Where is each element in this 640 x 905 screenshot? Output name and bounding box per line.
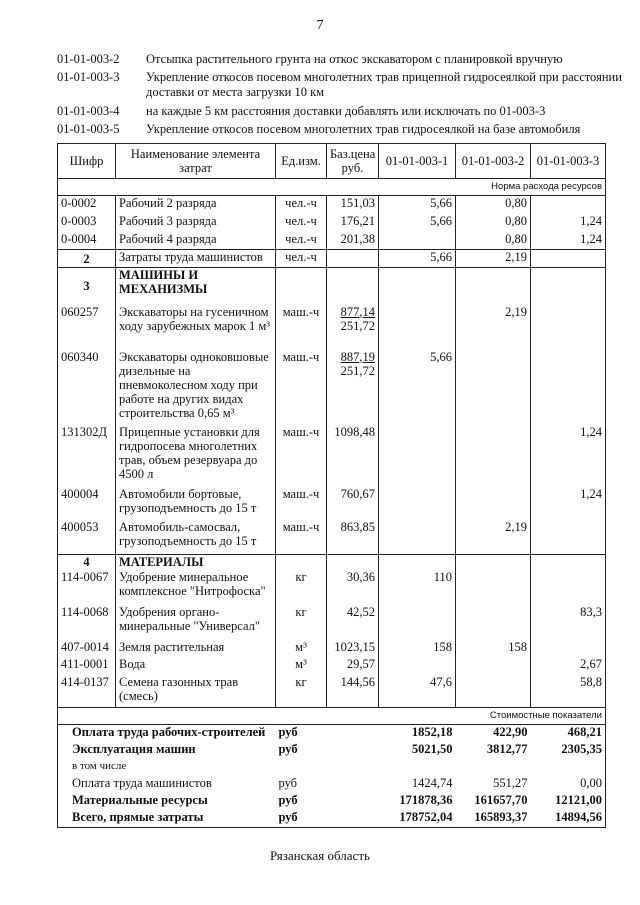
cell-price xyxy=(327,196,379,214)
summary-c1 xyxy=(379,759,456,776)
header-unit: Ед.изм. xyxy=(276,144,327,179)
table-row xyxy=(58,350,606,425)
summary-c3 xyxy=(531,759,606,776)
cell-c2 xyxy=(456,425,531,487)
table-row xyxy=(58,214,606,232)
summary-c3: 468,21 xyxy=(531,725,606,743)
cell-price xyxy=(327,657,379,675)
summary-label: Всего, прямые затраты xyxy=(58,810,276,828)
intro-code: 01-01-003-2 xyxy=(57,52,120,66)
cell-unit: м³ xyxy=(276,640,327,657)
summary-c2: 161657,70 xyxy=(474,793,528,807)
cell-name: Семена газонных трав (смесь) xyxy=(116,675,276,708)
summary-c1: 1852,18 xyxy=(411,725,453,739)
cell-c1 xyxy=(379,555,456,570)
table-row xyxy=(58,250,606,268)
summary-c2: 551,27 xyxy=(493,776,528,790)
summary-row xyxy=(58,742,606,759)
cell-code: 060340 xyxy=(58,350,116,425)
summary-unit: руб xyxy=(278,742,298,756)
footer-region: Рязанская область xyxy=(270,848,370,863)
cell-code: 4 xyxy=(58,555,116,570)
cell-unit: чел.-ч xyxy=(276,214,327,232)
summary-unit: руб xyxy=(278,793,298,807)
cell-c3 xyxy=(531,350,606,425)
summary-label: Материальные ресурсы xyxy=(58,793,276,810)
summary-unit xyxy=(276,759,327,776)
cell-name: МАШИНЫ И МЕХАНИЗМЫ xyxy=(116,268,276,305)
cell-name: Удобрение минеральное комплексное "Нитрофоска" xyxy=(116,570,276,605)
cell-c3: 83,3 xyxy=(531,605,606,640)
price-value: 151,03 xyxy=(340,196,375,210)
cell-unit: маш.-ч xyxy=(276,520,327,555)
cell-price xyxy=(327,268,379,305)
price-value: 30,36 xyxy=(346,569,375,584)
cell-unit: чел.-ч xyxy=(276,250,327,268)
cell-price xyxy=(327,640,379,657)
summary-c2: 3812,77 xyxy=(486,742,528,756)
cell-price xyxy=(327,487,379,520)
cell-c3 xyxy=(531,640,606,657)
cell-c2: 0,80 xyxy=(456,196,531,214)
summary-label: Оплата труда машинистов xyxy=(58,776,276,793)
cell-c3 xyxy=(531,305,606,350)
summary-c1: 178752,04 xyxy=(379,810,456,828)
cell-c3 xyxy=(531,520,606,555)
summary-row xyxy=(58,725,606,743)
cell-c3 xyxy=(531,250,606,268)
cell-name: Рабочий 4 разряда xyxy=(116,232,276,250)
cell-c1 xyxy=(379,487,456,520)
cell-c3: 1,24 xyxy=(531,487,606,520)
header-name: Наименование элемента затрат xyxy=(116,144,276,179)
cell-c3: 1,24 xyxy=(531,214,606,232)
intro-code: 01-01-003-5 xyxy=(57,122,120,136)
cell-code: 407-0014 xyxy=(58,640,116,657)
cell-code: 400053 xyxy=(58,520,116,555)
cell-c1 xyxy=(379,305,456,350)
cell-price xyxy=(327,250,379,268)
price-value: 144,56 xyxy=(340,674,375,689)
cell-name: Рабочий 2 разряда xyxy=(116,196,276,214)
cell-price xyxy=(327,350,379,425)
cell-c2 xyxy=(456,675,531,708)
table-row xyxy=(58,425,606,487)
cell-unit: чел.-ч xyxy=(276,232,327,250)
cell-c1 xyxy=(379,657,456,675)
cell-price xyxy=(327,520,379,555)
summary-unit: руб xyxy=(278,725,298,739)
cell-code: 114-0067 xyxy=(58,570,116,605)
price-value: 201,38 xyxy=(340,231,375,246)
cell-price xyxy=(327,605,379,640)
cell-code: 3 xyxy=(58,268,116,305)
header-code: Шифр xyxy=(58,144,116,179)
cell-c1 xyxy=(379,232,456,250)
cell-c1: 110 xyxy=(379,570,456,605)
cell-unit: маш.-ч xyxy=(276,350,327,425)
cell-c1: 158 xyxy=(379,640,456,657)
cell-c2: 2,19 xyxy=(456,520,531,555)
cell-c3 xyxy=(531,196,606,214)
cell-c1: 5,66 xyxy=(379,350,456,425)
table-row xyxy=(58,640,606,657)
cell-code: 414-0137 xyxy=(58,675,116,708)
cell-c2: 158 xyxy=(456,640,531,657)
table-row xyxy=(58,232,606,250)
header-price: Баз.цена руб. xyxy=(327,144,379,179)
table-row xyxy=(58,487,606,520)
summary-c3: 2305,35 xyxy=(531,742,606,759)
cell-c1: 47,6 xyxy=(379,675,456,708)
cell-c1 xyxy=(379,605,456,640)
summary-c2 xyxy=(456,759,531,776)
cell-unit xyxy=(276,555,327,570)
price-value: 877,14 xyxy=(340,304,375,319)
summary-c3: 14894,56 xyxy=(531,810,606,828)
cell-c3: 1,24 xyxy=(531,425,606,487)
summary-empty xyxy=(327,793,379,810)
summary-c2: 422,90 xyxy=(493,725,528,739)
price-value-alt: 251,72 xyxy=(340,318,375,333)
band-costs: Стоимостные показатели xyxy=(58,708,606,725)
summary-empty xyxy=(327,776,379,793)
price-value: 42,52 xyxy=(346,604,375,619)
cell-c3: 1,24 xyxy=(531,232,606,250)
price-value: 1023,15 xyxy=(334,639,375,654)
table-row xyxy=(58,675,606,708)
cell-name: Экскаваторы одноковшовые дизельные на пневмоколесном ходу при работе на других видах строительства 0,65 м³ xyxy=(116,350,276,425)
price-value: 176,21 xyxy=(340,213,375,228)
cell-name: Удобрения органо-минеральные "Универсал" xyxy=(116,605,276,640)
header-col1: 01-01-003-1 xyxy=(379,144,456,179)
cell-price xyxy=(327,425,379,487)
cell-unit: маш.-ч xyxy=(276,487,327,520)
summary-row xyxy=(58,776,606,793)
cell-c2 xyxy=(456,657,531,675)
cell-c2 xyxy=(456,555,531,570)
price-value: 863,85 xyxy=(340,519,375,534)
summary-label: в том числе xyxy=(58,759,276,776)
cell-name: МАТЕРИАЛЫ xyxy=(116,555,276,570)
table-row xyxy=(58,657,606,675)
cell-c3 xyxy=(531,555,606,570)
cell-c2 xyxy=(456,487,531,520)
summary-empty xyxy=(327,742,379,759)
cell-code: 2 xyxy=(58,250,116,268)
intro-item xyxy=(57,70,622,102)
cell-c2: 0,80 xyxy=(456,232,531,250)
cell-unit: чел.-ч xyxy=(276,196,327,214)
summary-empty xyxy=(327,759,379,776)
table-row xyxy=(58,268,606,305)
intro-code: 01-01-003-4 xyxy=(57,104,120,118)
band-norms: Норма расхода ресурсов xyxy=(58,179,606,196)
summary-label: Оплата труда рабочих-строителей xyxy=(58,725,276,743)
table-header xyxy=(58,144,606,179)
table-row xyxy=(58,555,606,570)
cell-c2: 2,19 xyxy=(456,305,531,350)
intro-item xyxy=(57,122,617,138)
cell-code: 0-0002 xyxy=(58,196,116,214)
cell-unit: кг xyxy=(276,675,327,708)
summary-unit: руб xyxy=(276,810,327,828)
summary-unit: руб xyxy=(278,776,298,790)
table-row xyxy=(58,520,606,555)
cell-price xyxy=(327,232,379,250)
intro-item xyxy=(57,104,617,120)
cell-price xyxy=(327,214,379,232)
cell-name: Автомобили бортовые, грузоподъемность до 15 т xyxy=(116,487,276,520)
intro-code: 01-01-003-3 xyxy=(57,70,120,84)
cell-name: Вода xyxy=(116,657,276,675)
cell-c3 xyxy=(531,268,606,305)
summary-row xyxy=(58,810,606,828)
summary-row xyxy=(58,793,606,810)
cell-c1 xyxy=(379,268,456,305)
cell-c2 xyxy=(456,268,531,305)
cell-name: Автомобиль-самосвал, грузоподъемность до 15 т xyxy=(116,520,276,555)
cell-c3: 2,67 xyxy=(531,657,606,675)
summary-empty xyxy=(327,810,379,828)
summary-c1: 1424,74 xyxy=(411,776,453,790)
price-value: 29,57 xyxy=(346,656,375,671)
cell-c1: 5,66 xyxy=(379,196,456,214)
price-value: 1098,48 xyxy=(334,424,375,439)
cell-c3 xyxy=(531,570,606,605)
resource-table xyxy=(57,143,606,828)
cell-name: Экскаваторы на гусеничном ходу зарубежных марок 1 м³ xyxy=(116,305,276,350)
intro-text: на каждые 5 км расстояния доставки добавлять или исключать по 01-003-3 xyxy=(146,104,546,118)
cell-name: Затраты труда машинистов xyxy=(116,250,276,268)
cell-code: 114-0068 xyxy=(58,605,116,640)
cell-code: 400004 xyxy=(58,487,116,520)
summary-c1: 5021,50 xyxy=(411,742,453,756)
cell-code: 060257 xyxy=(58,305,116,350)
summary-label: Эксплуатация машин xyxy=(58,742,276,759)
cell-c2: 2,19 xyxy=(456,250,531,268)
cell-c1: 5,66 xyxy=(379,250,456,268)
intro-text: Отсыпка растительного грунта на откос экскаватором с планировкой вручную xyxy=(146,52,563,66)
price-value: 887,19 xyxy=(340,349,375,364)
summary-c2: 165893,37 xyxy=(456,810,531,828)
header-col3: 01-01-003-3 xyxy=(531,144,606,179)
cell-c1 xyxy=(379,425,456,487)
price-value: 760,67 xyxy=(340,486,375,501)
table-row xyxy=(58,570,606,605)
summary-c3: 12121,00 xyxy=(531,793,606,810)
cell-unit: маш.-ч xyxy=(276,425,327,487)
summary-c3: 0,00 xyxy=(531,776,606,793)
table-row xyxy=(58,196,606,214)
cell-c2 xyxy=(456,570,531,605)
cell-c1 xyxy=(379,520,456,555)
cell-price xyxy=(327,555,379,570)
cell-price xyxy=(327,570,379,605)
header-col2: 01-01-003-2 xyxy=(456,144,531,179)
cell-code: 131302Д xyxy=(58,425,116,487)
cell-price xyxy=(327,675,379,708)
cell-c1: 5,66 xyxy=(379,214,456,232)
cell-unit xyxy=(276,268,327,305)
cell-unit: кг xyxy=(276,570,327,605)
price-value-alt: 251,72 xyxy=(340,363,375,378)
page-number: 7 xyxy=(316,18,324,33)
intro-text: Укрепление откосов посевом многолетних трав гидросеялкой на базе автомобиля xyxy=(146,122,581,136)
cell-c3: 58,8 xyxy=(531,675,606,708)
cell-price xyxy=(327,305,379,350)
cell-code: 0-0004 xyxy=(58,232,116,250)
intro-text: Укрепление откосов посевом многолетних трав прицепной гидросеялкой при расстоянии доставки от места загрузки 10 км xyxy=(146,70,622,99)
cell-c2 xyxy=(456,605,531,640)
intro-item xyxy=(57,52,617,68)
cell-unit: маш.-ч xyxy=(276,305,327,350)
table-row xyxy=(58,605,606,640)
cell-code: 411-0001 xyxy=(58,657,116,675)
cell-name: Прицепные установки для гидропосева многолетних трав, объем резервуара до 4500 л xyxy=(116,425,276,487)
cell-c2: 0,80 xyxy=(456,214,531,232)
summary-row xyxy=(58,759,606,776)
table-row xyxy=(58,305,606,350)
cell-code: 0-0003 xyxy=(58,214,116,232)
cell-c2 xyxy=(456,350,531,425)
summary-c1: 171878,36 xyxy=(399,793,453,807)
cell-unit: кг xyxy=(276,605,327,640)
cell-name: Земля растительная xyxy=(116,640,276,657)
summary-empty xyxy=(327,725,379,743)
cell-name: Рабочий 3 разряда xyxy=(116,214,276,232)
cell-unit: м³ xyxy=(276,657,327,675)
